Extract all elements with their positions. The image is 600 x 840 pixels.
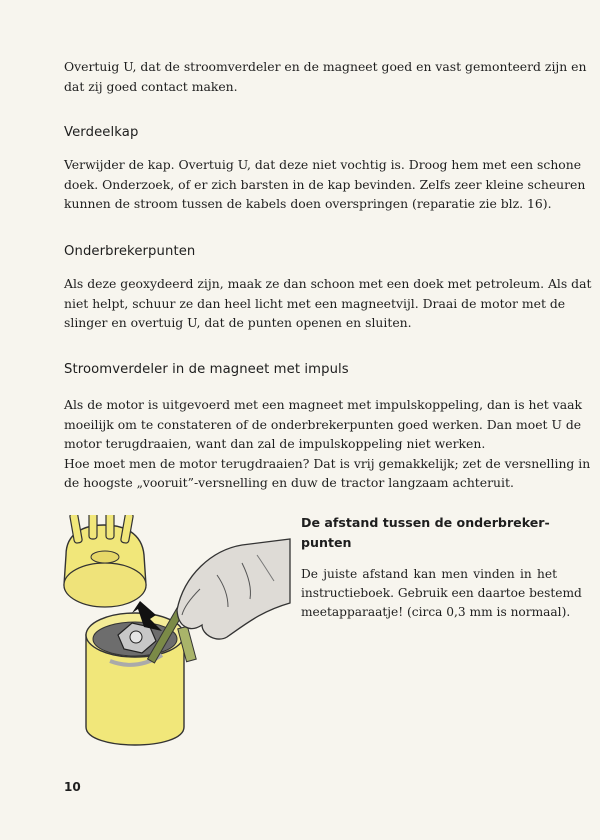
text-line: niet helpt, schuur ze dan heel licht met een magneetvijl. Draai de motor met de xyxy=(64,295,566,311)
hand xyxy=(177,539,290,639)
text-line: de hoogste „vooruit”-versnelling en duw de tractor langzaam achteruit. xyxy=(64,475,514,490)
distributor-hand-feeler-gauge-illustration xyxy=(52,515,292,760)
heading-stroomverdeler: Stroomverdeler in de magneet met impuls xyxy=(64,362,349,377)
page-number: 10 xyxy=(64,780,81,794)
text-line: Overtuig U, dat de stroomverdeler en de magneet goed en vast gemonteerd zijn en xyxy=(64,59,587,74)
text-line: meetapparaatje! (circa 0,3 mm is normaal). xyxy=(301,605,571,620)
text-line: Als de motor is uitgevoerd met een magneet met impulskoppeling, dan is het vaak xyxy=(64,397,583,412)
text-line: moeilijk om te constateren of de onderbrekerpunten goed werken. Dan moet U de xyxy=(64,416,582,432)
paragraph-afstand xyxy=(301,565,582,623)
paragraph-verdeelkap xyxy=(64,155,586,214)
heading-line: punten xyxy=(301,534,352,550)
distributor-cap xyxy=(64,515,146,607)
heading-line: De afstand tussen de onderbreker- xyxy=(301,515,550,530)
intro-paragraph xyxy=(64,57,587,96)
text-line: kunnen de stroom tussen de kabels doen overspringen (reparatie zie blz. 16). xyxy=(64,196,552,211)
text-line: Hoe moet men de motor terugdraaien? Dat is vrij gemakkelijk; zet de versnelling in xyxy=(64,455,591,471)
text-line: Als deze geoxydeerd zijn, maak ze dan schoon met een doek met petroleum. Als dat xyxy=(64,276,592,291)
paragraph-stroomverdeler xyxy=(64,395,591,493)
text-line: instructieboek. Gebruik een daartoe bestemd xyxy=(301,586,582,601)
text-line: slinger en overtuig U, dat de punten openen en sluiten. xyxy=(64,315,412,330)
heading-verdeelkap: Verdeelkap xyxy=(64,125,139,140)
heading-onderbrekerpunten: Onderbrekerpunten xyxy=(64,244,196,259)
text-line: doek. Onderzoek, of er zich barsten in de kap bevinden. Zelfs zeer kleine scheuren xyxy=(64,176,586,192)
text-line: De juiste afstand kan men vinden in het xyxy=(301,567,557,581)
text-line: motor terugdraaien, want dan zal de impulskoppeling niet werken. xyxy=(64,436,486,451)
text-line: dat zij goed contact maken. xyxy=(64,78,238,94)
paragraph-onderbrekerpunten xyxy=(64,274,592,333)
heading-afstand xyxy=(301,513,550,552)
text-line: Verwijder de kap. Overtuig U, dat deze niet vochtig is. Droog hem met een schone xyxy=(64,157,582,172)
